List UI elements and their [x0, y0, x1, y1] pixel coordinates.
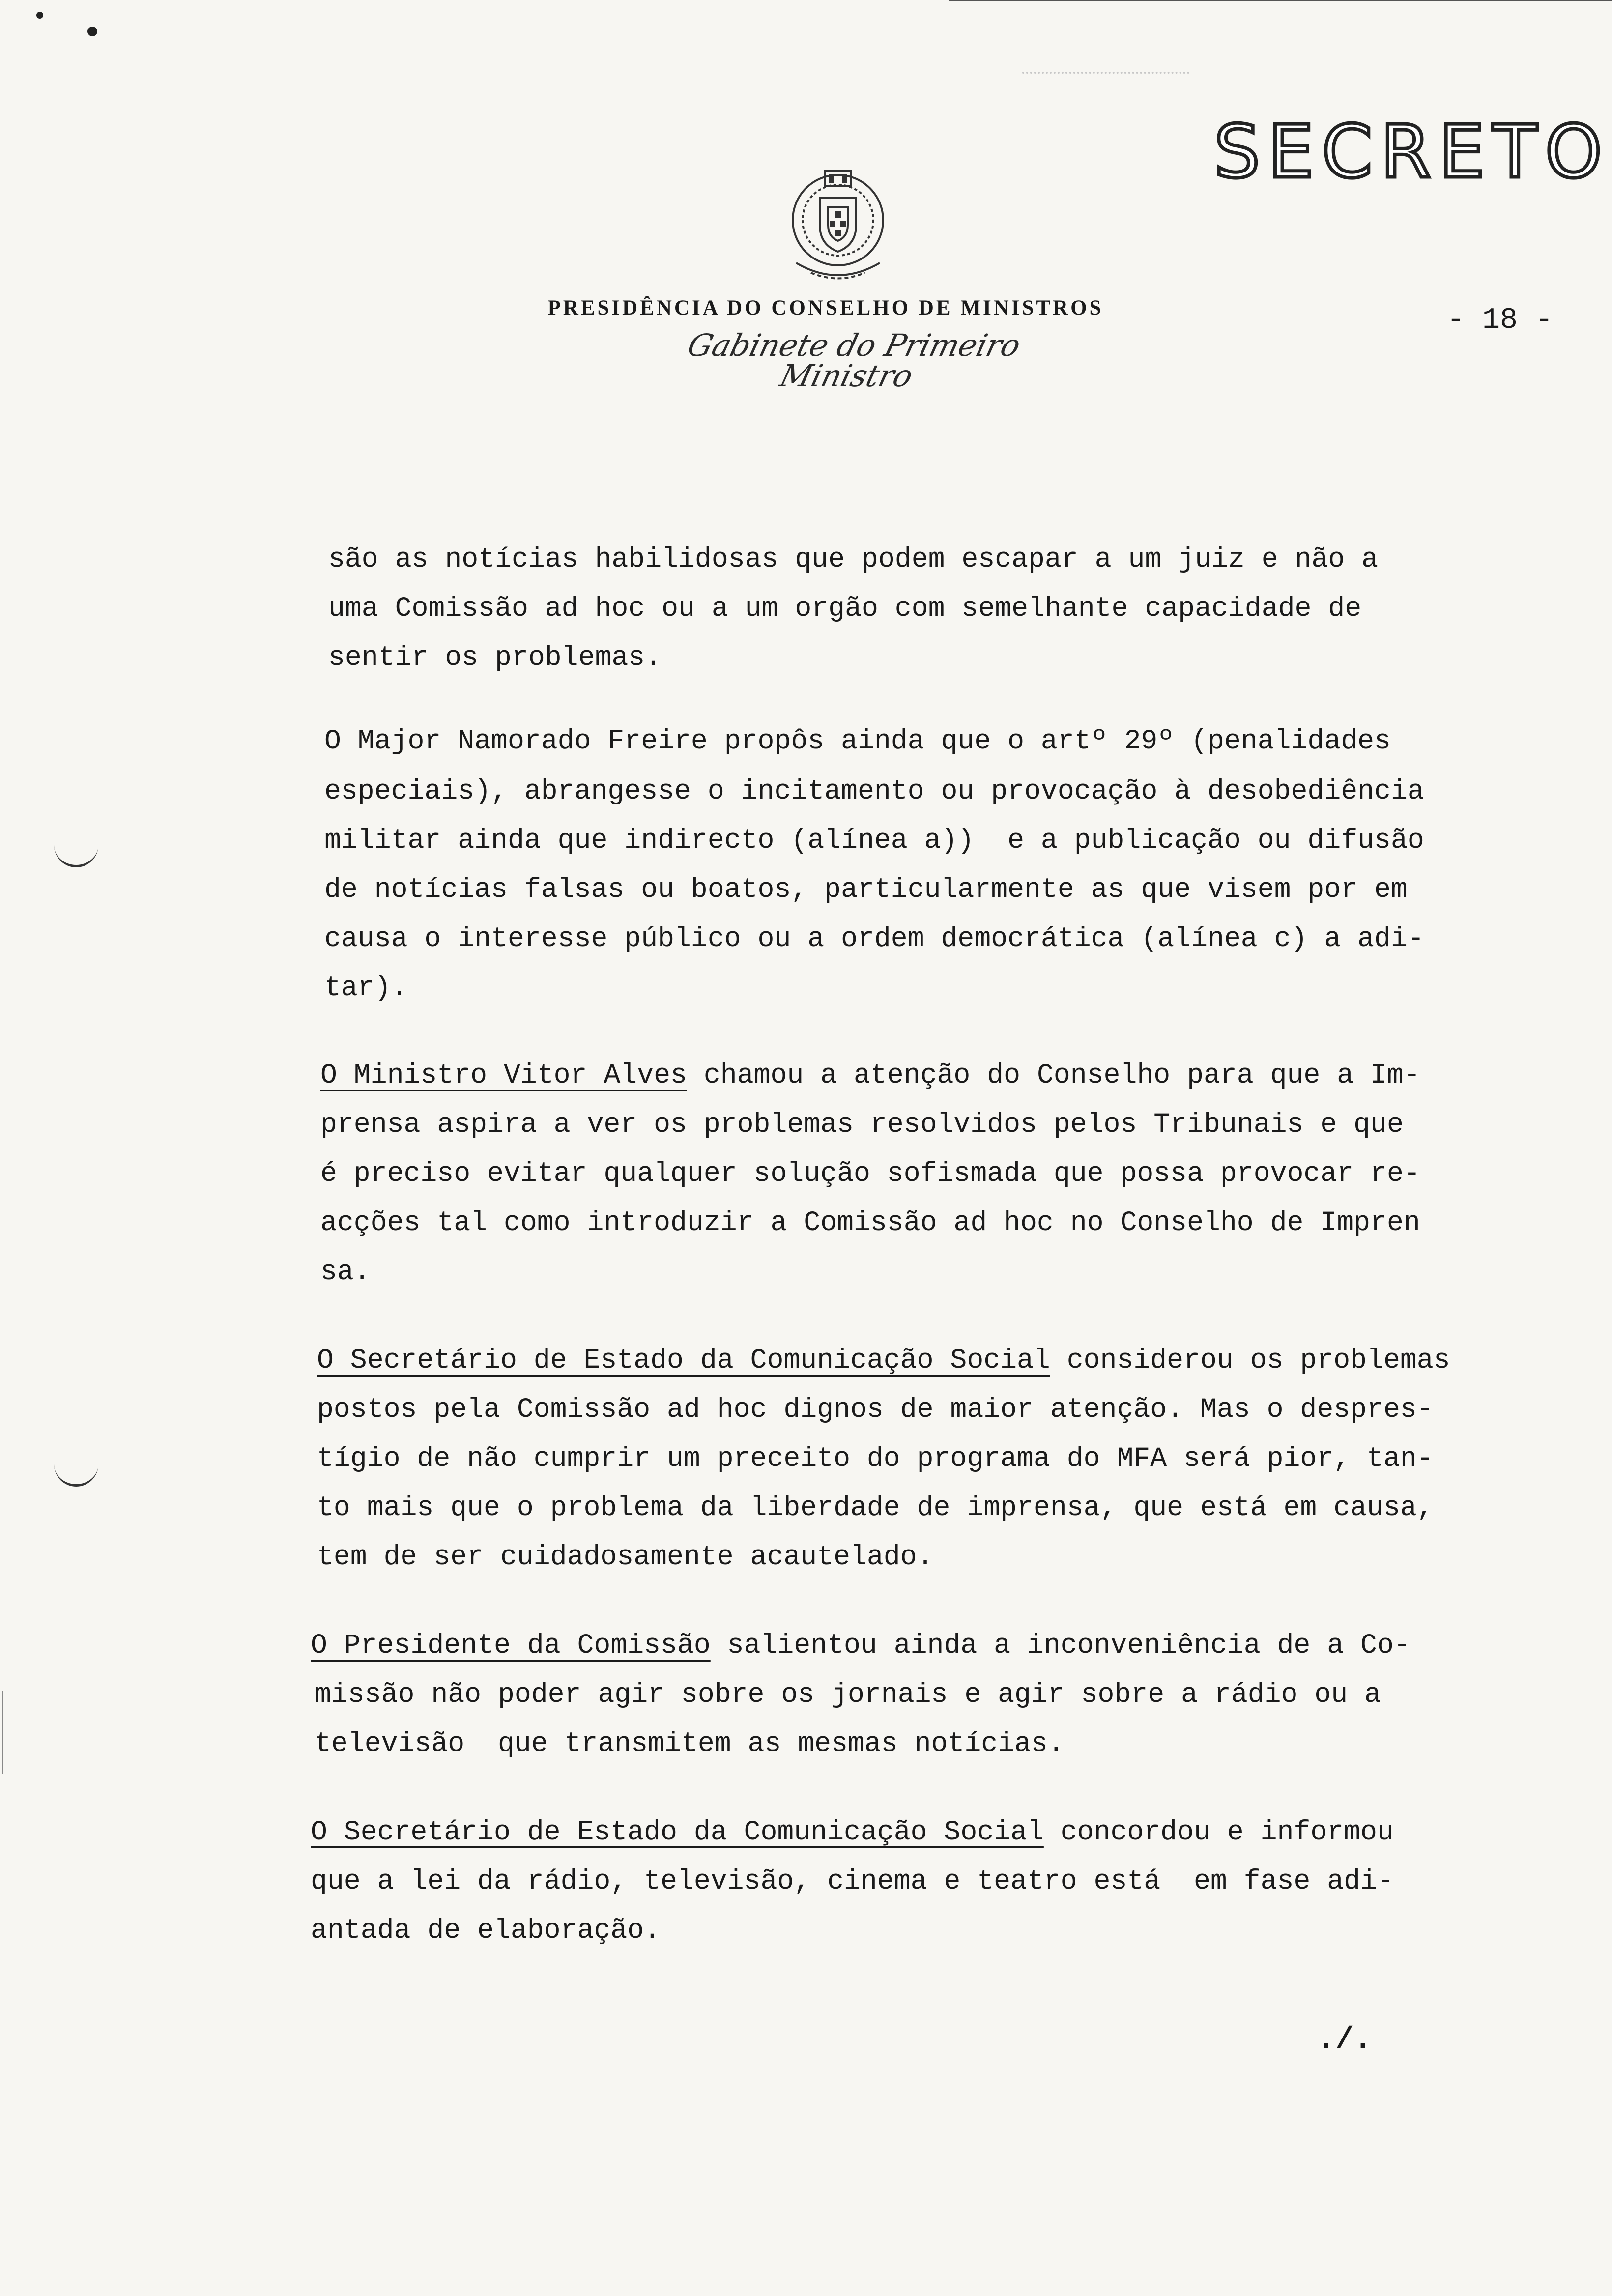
margin-mark: [54, 835, 98, 867]
text-line: [320, 1062, 1420, 1090]
line-text: chamou a atenção do Conselho para que a Im-: [687, 1060, 1420, 1091]
line-text: especiais), abrangesse o incitamento ou provocação à desobediência: [324, 775, 1424, 807]
text-line: [320, 1258, 371, 1286]
line-text: uma Comissão ad hoc ou a um orgão com semelhante capacidade de: [328, 593, 1362, 624]
text-line: [311, 1632, 1410, 1660]
text-line: [317, 1347, 1450, 1375]
line-text: to mais que o problema da liberdade de imprensa, que está em causa,: [317, 1492, 1434, 1523]
line-text: militar ainda que indirecto (alínea a)) e a publicação ou difusão: [324, 825, 1424, 856]
text-line: [320, 1111, 1404, 1139]
corner-dot: [87, 27, 97, 36]
line-text: sa.: [320, 1256, 371, 1288]
line-text: é preciso evitar qualquer solução sofismada que possa provocar re-: [320, 1158, 1420, 1189]
text-line: [315, 1730, 1065, 1758]
text-line: [320, 1160, 1420, 1188]
text-line: [317, 1543, 934, 1571]
line-text: tígio de não cumprir um preceito do programa do MFA será pior, tan-: [317, 1443, 1434, 1474]
text-line: [317, 1396, 1434, 1424]
text-line: [328, 545, 1378, 574]
text-line: [324, 727, 1391, 755]
line-text: televisão que transmitem as mesmas notícias.: [315, 1728, 1065, 1759]
line-text: tar).: [324, 972, 408, 1004]
speaker-name: O Secretário de Estado da Comunicação Social: [317, 1345, 1050, 1376]
line-text: causa o interesse público ou a ordem democrática (alínea c) a adi-: [324, 923, 1424, 954]
line-text: salientou ainda a inconveniência de a Co-: [710, 1630, 1410, 1661]
line-text: prensa aspira a ver os problemas resolvidos pelos Tribunais e que: [320, 1109, 1404, 1140]
institution-title: PRESIDÊNCIA DO CONSELHO DE MINISTROS: [547, 296, 1104, 319]
coat-of-arms-icon: [777, 162, 899, 290]
text-line: [317, 1445, 1434, 1473]
speaker-name: O Ministro Vitor Alves: [320, 1060, 687, 1091]
speaker-name: O Presidente da Comissão: [311, 1630, 711, 1661]
text-line: [320, 1209, 1420, 1237]
continuation-mark: ./.: [1317, 2022, 1372, 2057]
line-text: missão não poder agir sobre os jornais e agir sobre a rádio ou a: [315, 1679, 1381, 1710]
margin-mark: [54, 1455, 98, 1487]
line-text: antada de elaboração.: [311, 1915, 661, 1946]
text-line: [328, 595, 1361, 623]
classification-stamp: SECRETO: [1214, 110, 1611, 194]
corner-dot: [36, 12, 43, 19]
office-subtitle: Gabinete do Primeiro Ministro: [684, 327, 1025, 394]
speaker-name: O Secretário de Estado da Comunicação Social: [311, 1816, 1044, 1848]
line-text: são as notícias habilidosas que podem escapar a um juiz e não a: [328, 544, 1379, 575]
line-text: de notícias falsas ou boatos, particularmente as que visem por em: [324, 874, 1408, 905]
text-line: [324, 876, 1408, 904]
line-text: concordou e informou: [1043, 1816, 1394, 1848]
line-text: acções tal como introduzir a Comissão ad hoc no Conselho de Impren: [320, 1207, 1420, 1238]
line-text: que a lei da rádio, televisão, cinema e teatro está em fase adi-: [311, 1866, 1394, 1897]
page-number: - 18 -: [1446, 304, 1553, 337]
line-text: O Major Namorado Freire propôs ainda que o artº 29º (penalidades: [324, 725, 1391, 757]
text-line: [328, 644, 662, 672]
top-rule: [949, 0, 1612, 1]
line-text: tem de ser cuidadosamente acautelado.: [317, 1541, 934, 1573]
text-line: [324, 925, 1424, 953]
margin-tick: [2, 1691, 3, 1774]
text-line: [311, 1818, 1394, 1846]
text-line: [317, 1494, 1434, 1522]
text-line: [311, 1917, 661, 1945]
dotted-rule: [1022, 72, 1189, 74]
line-text: considerou os problemas: [1050, 1345, 1450, 1376]
line-text: postos pela Comissão ad hoc dignos de maior atenção. Mas o despres-: [317, 1394, 1434, 1425]
text-line: [324, 777, 1424, 805]
text-line: [311, 1867, 1394, 1895]
text-line: [315, 1681, 1381, 1709]
text-line: [324, 827, 1424, 855]
text-line: [324, 974, 408, 1002]
line-text: sentir os problemas.: [328, 642, 662, 673]
